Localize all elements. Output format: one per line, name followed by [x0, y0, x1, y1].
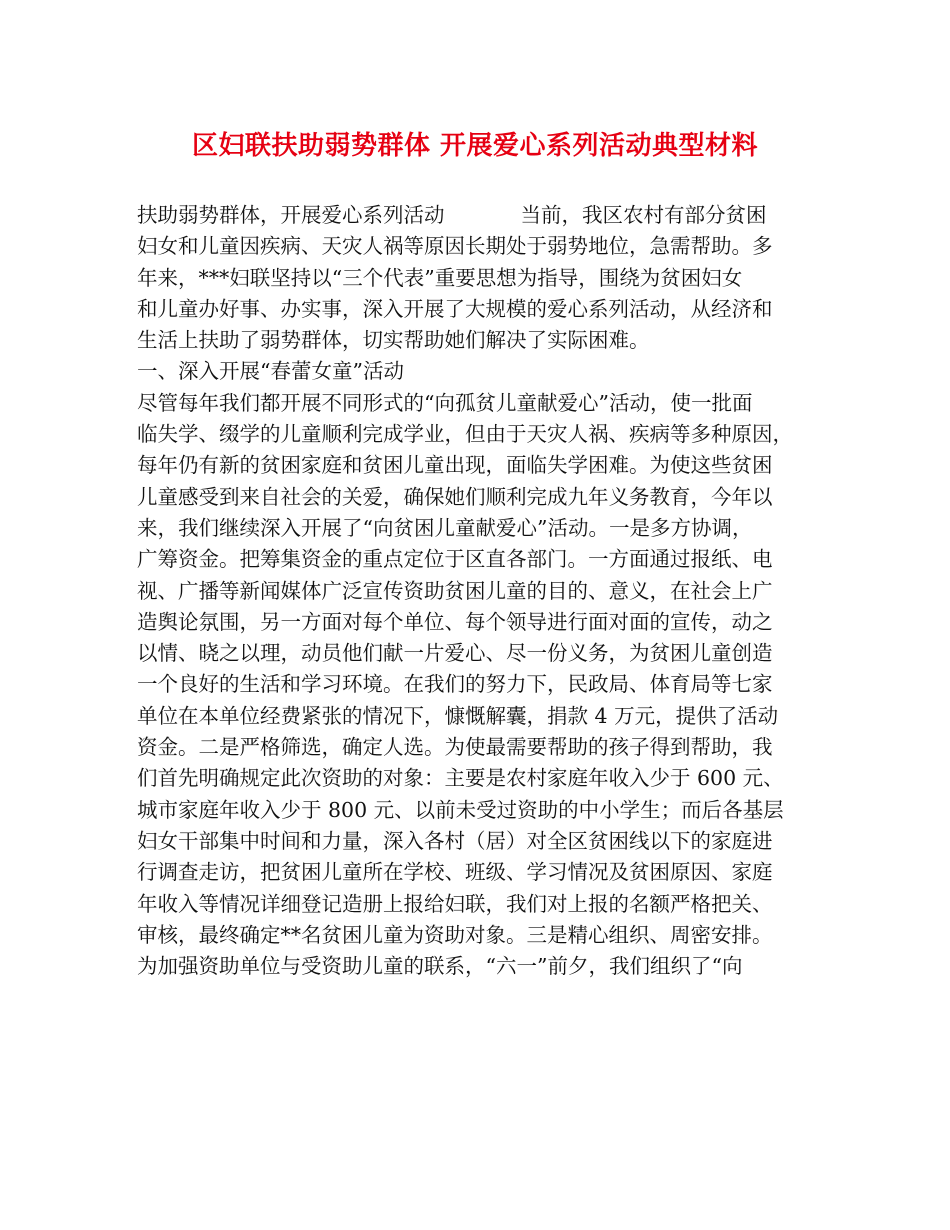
paragraph-line: 造舆论氛围，另一方面对每个单位、每个领导进行面对面的宣传，动之: [137, 609, 773, 634]
paragraph-line: 儿童感受到来自社会的关爱，确保她们顺利完成九年义务教育，今年以: [137, 484, 773, 509]
paragraph-line: 年来，***妇联坚持以“三个代表”重要思想为指导，围绕为贫困妇女: [137, 265, 743, 290]
paragraph-line: 每年仍有新的贫困家庭和贫困儿童出现，面临失学困难。为使这些贫困: [137, 453, 773, 478]
section-heading: 一、深入开展“春蕾女童”活动: [137, 359, 404, 384]
paragraph-line: 为加强资助单位与受资助儿童的联系，“六一”前夕，我们组织了“向: [137, 954, 743, 979]
paragraph-line: 行调查走访，把贫困儿童所在学校、班级、学习情况及贫困原因、家庭: [137, 860, 773, 885]
paragraph-line: 来，我们继续深入开展了“向贫困儿童献爱心”活动。一是多方协调，: [137, 515, 753, 540]
paragraph-line: 视、广播等新闻媒体广泛宣传资助贫困儿童的目的、意义，在社会上广: [137, 578, 773, 603]
paragraph-line: 年收入等情况详细登记造册上报给妇联，我们对上报的名额严格把关、: [137, 891, 773, 916]
paragraph-line: 临失学、缀学的儿童顺利完成学业，但由于天灾人祸、疾病等多种原因，: [137, 422, 793, 447]
paragraph-line: 城市家庭年收入少于 800 元、以前未受过资助的中小学生；而后各基层: [137, 797, 784, 822]
paragraph-line: 妇女和儿童因疾病、天灾人祸等原因长期处于弱势地位，急需帮助。多: [137, 234, 773, 259]
paragraph-line: 审核，最终确定**名贫困儿童为资助对象。三是精心组织、周密安排。: [137, 922, 773, 947]
paragraph-line: 一个良好的生活和学习环境。在我们的努力下，民政局、体育局等七家: [137, 672, 773, 697]
paragraph-line: [137, 200, 817, 231]
paragraph-line: 资金。二是严格筛选，确定人选。为使最需要帮助的孩子得到帮助，我: [137, 735, 773, 760]
paragraph-line: 妇女干部集中时间和力量，深入各村（居）对全区贫困线以下的家庭进: [137, 828, 773, 853]
paragraph-line: 们首先明确规定此次资助的对象：主要是农村家庭年收入少于 600 元、: [137, 766, 784, 791]
paragraph-line: 以情、晓之以理，动员他们献一片爱心、尽一份义务，为贫困儿童创造: [137, 641, 773, 666]
document-title: 区妇联扶助弱势群体 开展爱心系列活动典型材料: [191, 131, 759, 161]
paragraph-line: 广筹资金。把筹集资金的重点定位于区直各部门。一方面通过报纸、电: [137, 547, 773, 572]
paragraph-line: 单位在本单位经费紧张的情况下，慷慨解囊，捐款 4 万元，提供了活动: [137, 703, 779, 728]
subtitle-text: 扶助弱势群体，开展爱心系列活动: [137, 203, 445, 227]
paragraph-line: 生活上扶助了弱势群体，切实帮助她们解决了实际困难。: [137, 328, 650, 353]
paragraph-start: 当前，我区农村有部分贫困: [520, 203, 767, 227]
paragraph-line: 和儿童办好事、办实事，深入开展了大规模的爱心系列活动，从经济和: [137, 296, 773, 321]
document-body: [137, 200, 817, 982]
paragraph-line: 尽管每年我们都开展不同形式的“向孤贫儿童献爱心”活动，使一批面: [137, 390, 753, 415]
